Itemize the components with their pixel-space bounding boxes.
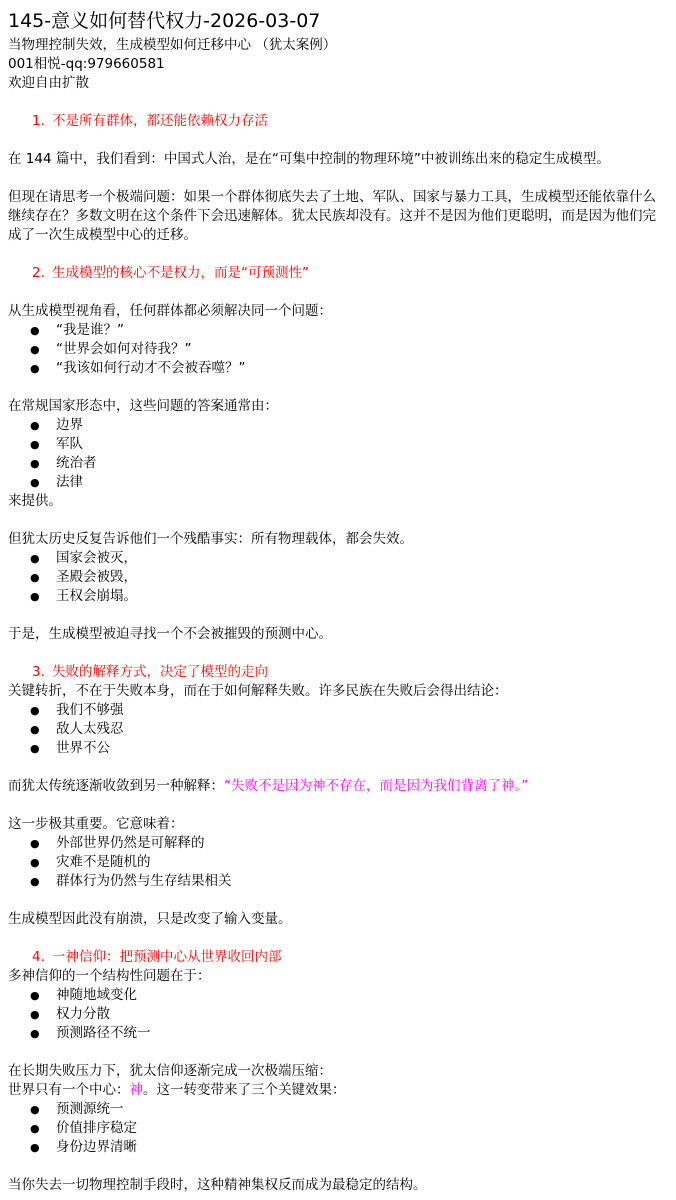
list-item: ● 敌人太残忍 bbox=[8, 720, 668, 739]
document-title: 145-意义如何替代权力-2026-03-07 bbox=[8, 10, 321, 32]
list-item: ● 我们不够强 bbox=[8, 701, 668, 720]
polytheism-problem-list bbox=[8, 986, 668, 1043]
section-1-heading bbox=[8, 112, 668, 131]
section-2-number: 2. bbox=[32, 265, 45, 281]
section-3-title: 失败的解释方式，决定了模型的走向 bbox=[52, 664, 268, 680]
section-4-title: 一神信仰：把预测中心从世界收回内部 bbox=[52, 949, 282, 965]
section-2-result: 于是，生成模型被迫寻找一个不会被摧毁的预测中心。 bbox=[8, 626, 332, 642]
jewish-interpretation-prefix: 而犹太传统逐渐收敛到另一种解释： bbox=[8, 778, 224, 794]
single-center-line bbox=[8, 1081, 668, 1100]
list-item: ● 神随地域变化 bbox=[8, 986, 668, 1005]
section-2-intro: 从生成模型视角看，任何群体都必须解决同一个问题： bbox=[8, 303, 332, 319]
list-item: ● 边界 bbox=[8, 416, 668, 435]
section-4-intro: 多神信仰的一个结构性问题在于： bbox=[8, 968, 211, 984]
section-4-number: 4. bbox=[32, 949, 45, 965]
provided-text: 来提供。 bbox=[8, 493, 62, 509]
subtitle: 当物理控制失效，生成模型如何迁移中心 （犹太案例） bbox=[8, 37, 337, 53]
list-item: ● 国家会被灭， bbox=[8, 549, 668, 568]
list-item: ● 世界不公 bbox=[8, 739, 668, 758]
list-item: ● 价值排序稳定 bbox=[8, 1119, 668, 1138]
list-item: ● 预测路径不统一 bbox=[8, 1024, 668, 1043]
section-1-paragraph-1: 在 144 篇中，我们看到：中国式人治，是在“可集中控制的物理环境”中被训练出来的稳定生成模型。 bbox=[8, 151, 610, 167]
section-1-paragraph-2: 但现在请思考一个极端问题：如果一个群体彻底失去了土地、军队、国家与暴力工具，生成模型还能依靠什么继续存在？多数文明在这个条件下会迅速解体。犹太民族却没有。这并不是因为他们更聪明，而是因为他们完成了一次生成模型中心的迁移。 bbox=[8, 189, 656, 243]
list-item: ● 法律 bbox=[8, 473, 668, 492]
list-item: ● 身份边界清晰 bbox=[8, 1138, 668, 1157]
meaning-list bbox=[8, 834, 668, 891]
meaning-intro: 这一步极其重要。它意味着： bbox=[8, 816, 184, 832]
single-center-prefix: 世界只有一个中心： bbox=[8, 1082, 130, 1098]
list-item: ● 军队 bbox=[8, 435, 668, 454]
single-center-word: 神 bbox=[129, 1082, 143, 1098]
section-3-heading bbox=[8, 663, 668, 682]
effect-list bbox=[8, 1100, 668, 1157]
normal-state-intro: 在常规国家形态中，这些问题的答案通常由： bbox=[8, 398, 278, 414]
section-2-heading bbox=[8, 264, 668, 283]
section-4-heading bbox=[8, 948, 668, 967]
list-item: ● 预测源统一 bbox=[8, 1100, 668, 1119]
jewish-interpretation-quote: “失败不是因为神不存在，而是因为我们背离了神。” bbox=[224, 778, 529, 794]
compression-text: 在长期失败压力下，犹太信仰逐渐完成一次极端压缩： bbox=[8, 1063, 332, 1079]
single-center-suffix: 。这一转变带来了三个关键效果： bbox=[143, 1082, 346, 1098]
section-1-title: 不是所有群体，都还能依赖权力存活 bbox=[52, 113, 268, 129]
list-item: ● 王权会崩塌。 bbox=[8, 587, 668, 606]
list-item: ● 圣殿会被毁， bbox=[8, 568, 668, 587]
list-item: ● “我该如何行动才不会被吞噬？” bbox=[8, 359, 668, 378]
question-list bbox=[8, 321, 668, 378]
list-item: ● 权力分散 bbox=[8, 1005, 668, 1024]
section-1-number: 1. bbox=[32, 113, 45, 129]
section-3-intro: 关键转折，不在于失败本身，而在于如何解释失败。许多民族在失败后会得出结论： bbox=[8, 683, 508, 699]
author-line: 001相悦-qq:979660581 bbox=[8, 56, 165, 72]
list-item: ● 统治者 bbox=[8, 454, 668, 473]
jewish-interpretation bbox=[8, 777, 668, 796]
list-item: ● “我是谁？” bbox=[8, 321, 668, 340]
share-note: 欢迎自由扩散 bbox=[8, 75, 89, 91]
list-item: ● 灾难不是随机的 bbox=[8, 853, 668, 872]
list-item: ● 群体行为仍然与生存结果相关 bbox=[8, 872, 668, 891]
section-3-result: 生成模型因此没有崩溃，只是改变了输入变量。 bbox=[8, 911, 292, 927]
list-item: ● “世界会如何对待我？” bbox=[8, 340, 668, 359]
section-2-title: 生成模型的核心不是权力，而是“可预测性” bbox=[52, 265, 309, 281]
list-item: ● 外部世界仍然是可解释的 bbox=[8, 834, 668, 853]
section-3-number: 3. bbox=[32, 664, 45, 680]
final-conclusion: 当你失去一切物理控制手段时，这种精神集权反而成为最稳定的结构。 bbox=[8, 1177, 427, 1193]
history-text: 但犹太历史反复告诉他们一个残酷事实：所有物理载体，都会失效。 bbox=[8, 531, 413, 547]
conclusion-list bbox=[8, 701, 668, 758]
normal-state-list bbox=[8, 416, 668, 492]
failure-list bbox=[8, 549, 668, 606]
